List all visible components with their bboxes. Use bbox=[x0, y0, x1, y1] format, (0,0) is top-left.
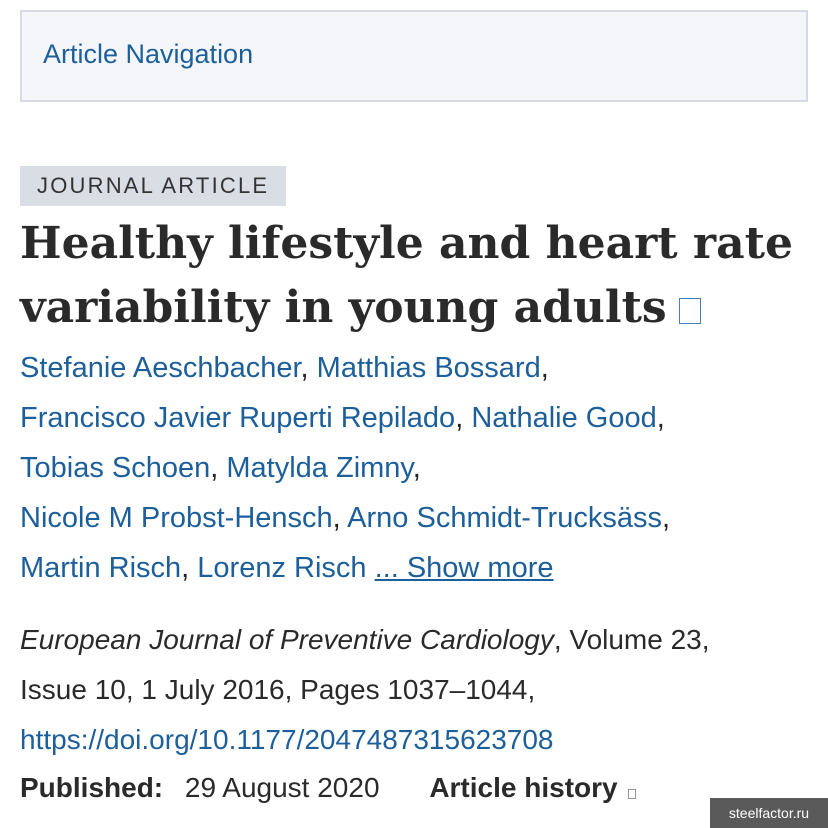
citation-block bbox=[20, 615, 820, 765]
published-label: Published: bbox=[20, 772, 164, 803]
article-history-link[interactable]: Article history bbox=[429, 772, 618, 803]
journal-name: European Journal of Preventive Cardiology bbox=[20, 624, 554, 655]
doi-link[interactable]: https://doi.org/10.1177/2047487315623708 bbox=[20, 724, 554, 755]
watermark: steelfactor.ru bbox=[710, 798, 828, 828]
author-link[interactable]: Nicole M Probst-Hensch bbox=[20, 502, 333, 534]
article-title bbox=[20, 212, 810, 340]
publication-info bbox=[20, 768, 636, 808]
author-link[interactable]: Martin Risch bbox=[20, 552, 182, 584]
author-link[interactable]: Francisco Javier Ruperti Repilado bbox=[20, 402, 456, 434]
author-link[interactable]: Stefanie Aeschbacher bbox=[20, 352, 301, 384]
author-link[interactable]: Tobias Schoen bbox=[20, 452, 211, 484]
author-link[interactable]: Arno Schmidt-Trucksäss bbox=[347, 502, 662, 534]
author-link[interactable]: Lorenz Risch bbox=[197, 552, 367, 584]
open-access-icon bbox=[679, 298, 701, 324]
show-more-authors-link[interactable]: ... Show more bbox=[374, 552, 554, 584]
published-date: 29 August 2020 bbox=[184, 772, 380, 803]
author-link[interactable]: Nathalie Good bbox=[471, 402, 657, 434]
article-title-line-1: Healthy lifestyle and heart rate bbox=[20, 218, 793, 269]
info-icon[interactable] bbox=[628, 789, 636, 799]
citation-issue: Issue 10, 1 July 2016, Pages 1037–1044, bbox=[20, 674, 536, 705]
article-navigation-link[interactable]: Article Navigation bbox=[43, 39, 254, 69]
author-link[interactable]: Matylda Zimny bbox=[226, 452, 413, 484]
article-type-badge: JOURNAL ARTICLE bbox=[20, 166, 286, 206]
author-list: Stefanie Aeschbacher, Matthias Bossard, Francisco Javier Ruperti Repilado, Nathalie Good, Tobias Schoen, Matylda Zimny, Nicole M Probst-Hensch, Arno Schmidt-Trucksäss, Martin Risch, Lorenz Risch ... Show more bbox=[20, 352, 671, 584]
article-title-line-2: variability in young adults bbox=[20, 282, 667, 333]
article-navigation-panel[interactable] bbox=[20, 10, 808, 102]
citation-volume: , Volume 23, bbox=[553, 624, 710, 655]
author-link[interactable]: Matthias Bossard bbox=[316, 352, 541, 384]
